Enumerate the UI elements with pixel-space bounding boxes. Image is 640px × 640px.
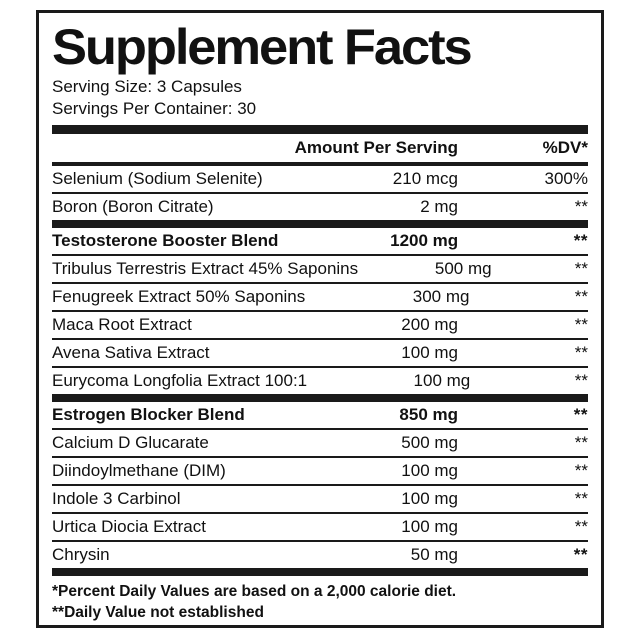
ingredient-name: Indole 3 Carbinol xyxy=(52,489,181,508)
header-dv: %DV* xyxy=(542,138,588,157)
header-amount-per-serving: Amount Per Serving xyxy=(294,138,458,157)
ingredient-amount: 50 mg xyxy=(410,545,458,564)
ingredient-name: Tribulus Terrestris Extract 45% Saponins xyxy=(52,259,359,278)
table-row-fenugreek xyxy=(52,282,588,310)
ingredient-dv: ** xyxy=(574,315,588,334)
blend-dv: ** xyxy=(573,231,588,250)
table-row-boron xyxy=(52,192,588,220)
blend-amount: 1200 mg xyxy=(390,231,459,250)
ingredient-dv: ** xyxy=(573,545,588,564)
ingredient-amount: 100 mg xyxy=(413,371,471,390)
table-row-selenium xyxy=(52,166,588,192)
ingredient-amount: 100 mg xyxy=(401,489,458,508)
footnote-percent-dv: *Percent Daily Values are based on a 2,000 calorie diet. xyxy=(52,583,457,600)
ingredient-dv: ** xyxy=(574,489,588,508)
table-row-indole xyxy=(52,484,588,512)
blend-name: Testosterone Booster Blend xyxy=(52,231,279,250)
ingredient-name: Eurycoma Longfolia Extract 100:1 xyxy=(52,371,308,390)
ingredient-dv: ** xyxy=(574,287,588,306)
ingredient-amount: 100 mg xyxy=(401,343,458,362)
blend-amount: 850 mg xyxy=(399,405,458,424)
servings-per-container: Servings Per Container: 30 xyxy=(52,99,257,118)
ingredient-amount: 100 mg xyxy=(401,461,458,480)
ingredient-name: Maca Root Extract xyxy=(52,315,192,334)
ingredient-amount: 210 mcg xyxy=(392,169,458,188)
ingredient-dv: ** xyxy=(574,197,588,216)
ingredient-name: Diindoylmethane (DIM) xyxy=(52,461,226,480)
ingredient-amount: 300 mg xyxy=(412,287,470,306)
ingredient-name: Urtica Diocia Extract xyxy=(52,517,206,536)
ingredient-amount: 200 mg xyxy=(401,315,458,334)
serving-size: Serving Size: 3 Capsules xyxy=(52,77,242,96)
ingredient-name: Fenugreek Extract 50% Saponins xyxy=(52,287,306,306)
table-row-dim xyxy=(52,456,588,484)
ingredient-dv: ** xyxy=(574,259,588,278)
table-header-row xyxy=(52,134,588,162)
thick-divider-estrogen-blend xyxy=(52,394,588,402)
ingredient-amount: 500 mg xyxy=(401,433,458,452)
ingredient-name: Selenium (Sodium Selenite) xyxy=(52,169,263,188)
footnote-dv-not-established: **Daily Value not established xyxy=(52,604,264,621)
table-row-estrogen-blend xyxy=(52,402,588,428)
ingredient-dv: ** xyxy=(574,433,588,452)
ingredient-name: Calcium D Glucarate xyxy=(52,433,209,452)
table-row-maca xyxy=(52,310,588,338)
blend-dv: ** xyxy=(573,405,588,424)
panel-title: Supplement Facts xyxy=(52,19,471,75)
ingredient-amount: 500 mg xyxy=(434,259,492,278)
footnotes xyxy=(52,581,588,623)
ingredient-amount: 100 mg xyxy=(401,517,458,536)
ingredient-name: Boron (Boron Citrate) xyxy=(52,197,214,216)
thick-divider-top xyxy=(52,125,588,134)
table-row-testosterone-blend xyxy=(52,228,588,254)
ingredient-dv: ** xyxy=(574,371,588,390)
table-row-calcium xyxy=(52,428,588,456)
ingredient-dv: ** xyxy=(574,461,588,480)
ingredient-name: Avena Sativa Extract xyxy=(52,343,210,362)
ingredient-dv: ** xyxy=(574,517,588,536)
table-row-tribulus xyxy=(52,254,588,282)
ingredient-amount: 2 mg xyxy=(420,197,458,216)
table-row-eurycoma xyxy=(52,366,588,394)
ingredient-dv: 300% xyxy=(544,169,588,188)
table-row-chrysin xyxy=(52,540,588,568)
table-row-avena xyxy=(52,338,588,366)
ingredient-name: Chrysin xyxy=(52,545,110,564)
thick-divider-bottom xyxy=(52,568,588,576)
supplement-facts-panel xyxy=(36,10,604,628)
ingredient-dv: ** xyxy=(574,343,588,362)
thick-divider-testosterone-blend xyxy=(52,220,588,228)
table-row-urtica xyxy=(52,512,588,540)
blend-name: Estrogen Blocker Blend xyxy=(52,405,245,424)
